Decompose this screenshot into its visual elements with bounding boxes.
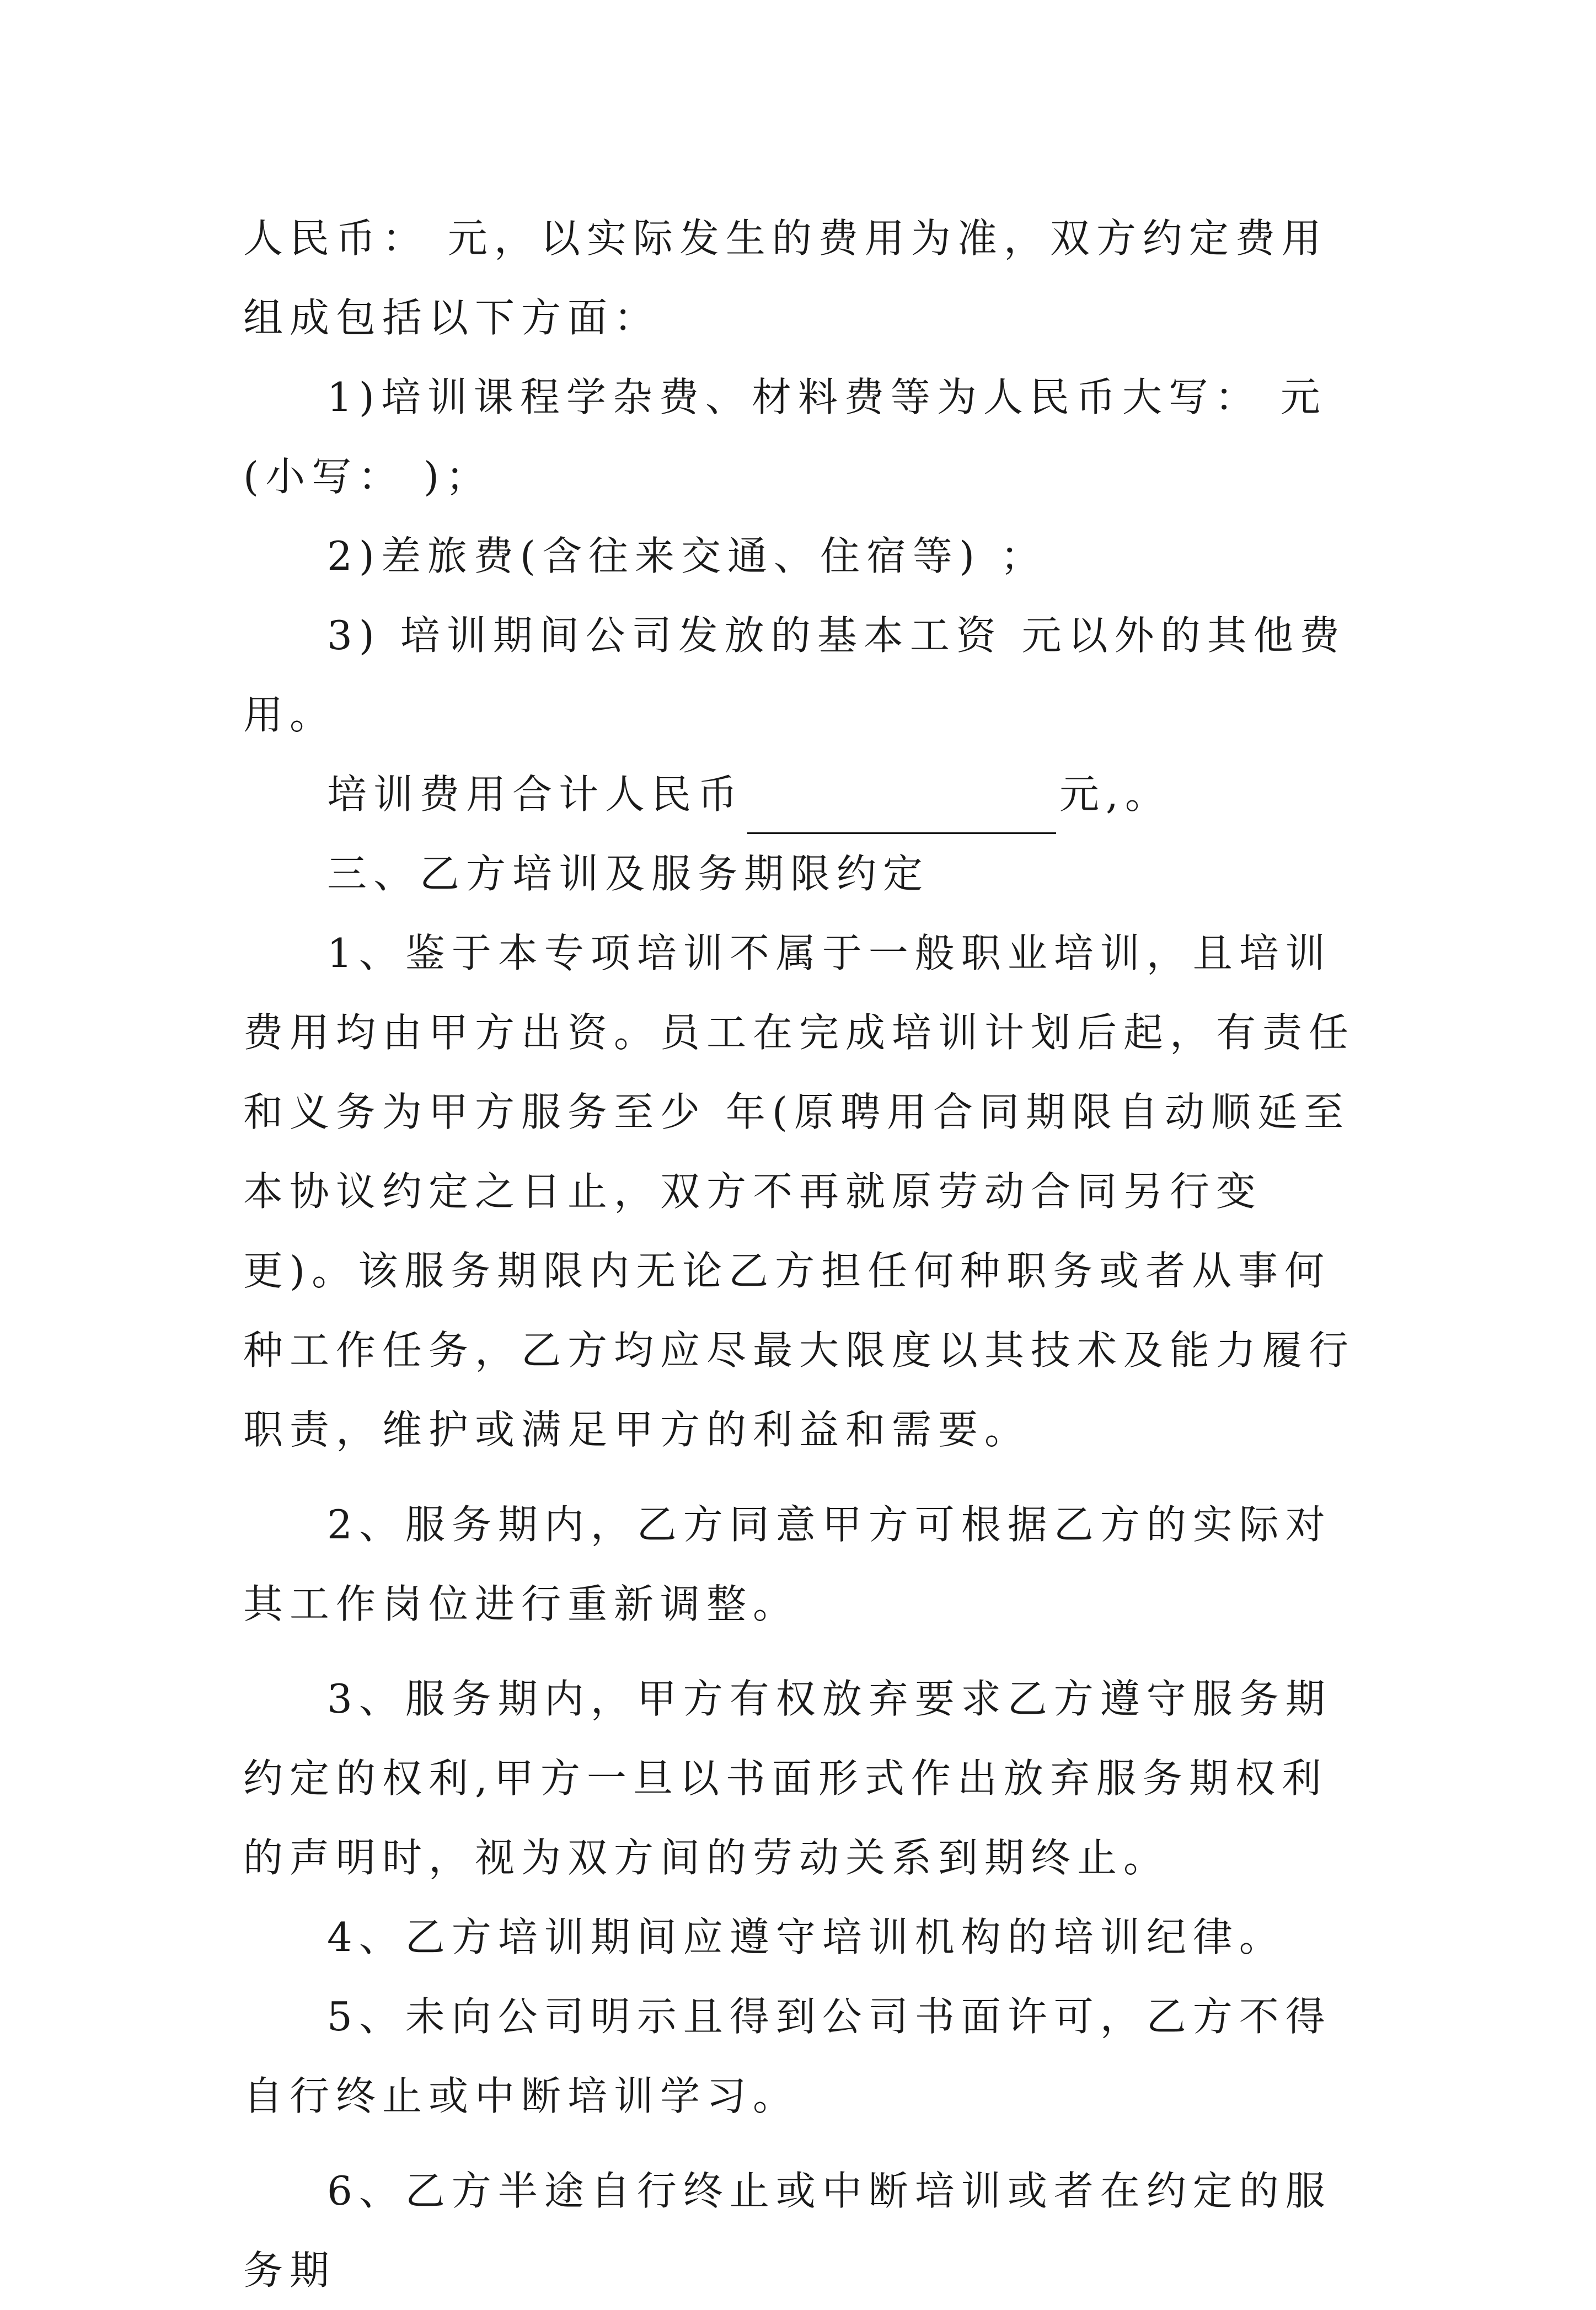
- fee-total-blank: [747, 788, 1056, 834]
- paragraph-fee-item-1: 1)培训课程学杂费、材料费等为人民币大写： 元(小写： )；: [243, 374, 1327, 500]
- paragraph-clause-5: 5、未向公司明示且得到公司书面许可，乙方不得自行终止或中断培训学习。: [243, 1993, 1332, 2119]
- paragraph-clause-2: 2、服务期内，乙方同意甲方可根据乙方的实际对其工作岗位进行重新调整。: [243, 1501, 1332, 1627]
- section-heading-3: 三、乙方培训及服务期限约定: [327, 851, 930, 897]
- paragraph-fee-item-2: 2)差旅费(含往来交通、住宿等) ；: [327, 533, 1047, 579]
- paragraph-clause-1: 1、鉴于本专项培训不属于一般职业培训，且培训费用均由甲方出资。员工在完成培训计划后起，有责任和义务为甲方服务至少 年(原聘用合同期限自动顺延至本协议约定之日止，双方不再就原劳动合同另行变更)。该服务期限内无论乙方担任何种职务或者从事何种工作任务，乙方均应尽最大限度以其技术及能力履行职责，维护或满足甲方的利益和需要。: [243, 930, 1356, 1453]
- paragraph-clause-6: 6、乙方半途自行终止或中断培训或者在约定的服务期: [243, 2168, 1332, 2293]
- paragraph-clause-3: 3、服务期内，甲方有权放弃要求乙方遵守服务期约定的权利,甲方一旦以书面形式作出放弃服务期权利的声明时，视为双方间的劳动关系到期终止。: [243, 1676, 1332, 1881]
- paragraph-fee-intro: 人民币： 元，以实际发生的费用为准，双方约定费用组成包括以下方面：: [243, 215, 1328, 341]
- paragraph-fee-item-3: 3) 培训期间公司发放的基本工资 元以外的其他费用。: [243, 612, 1346, 738]
- fee-total-suffix: 元,。: [1059, 771, 1171, 817]
- fee-total-label: 培训费用合计人民币: [327, 771, 745, 817]
- paragraph-clause-4: 4、乙方培训期间应遵守培训机构的培训纪律。: [327, 1914, 1286, 1960]
- paragraph-fee-total: [243, 755, 1368, 834]
- document-body: [243, 199, 1368, 2310]
